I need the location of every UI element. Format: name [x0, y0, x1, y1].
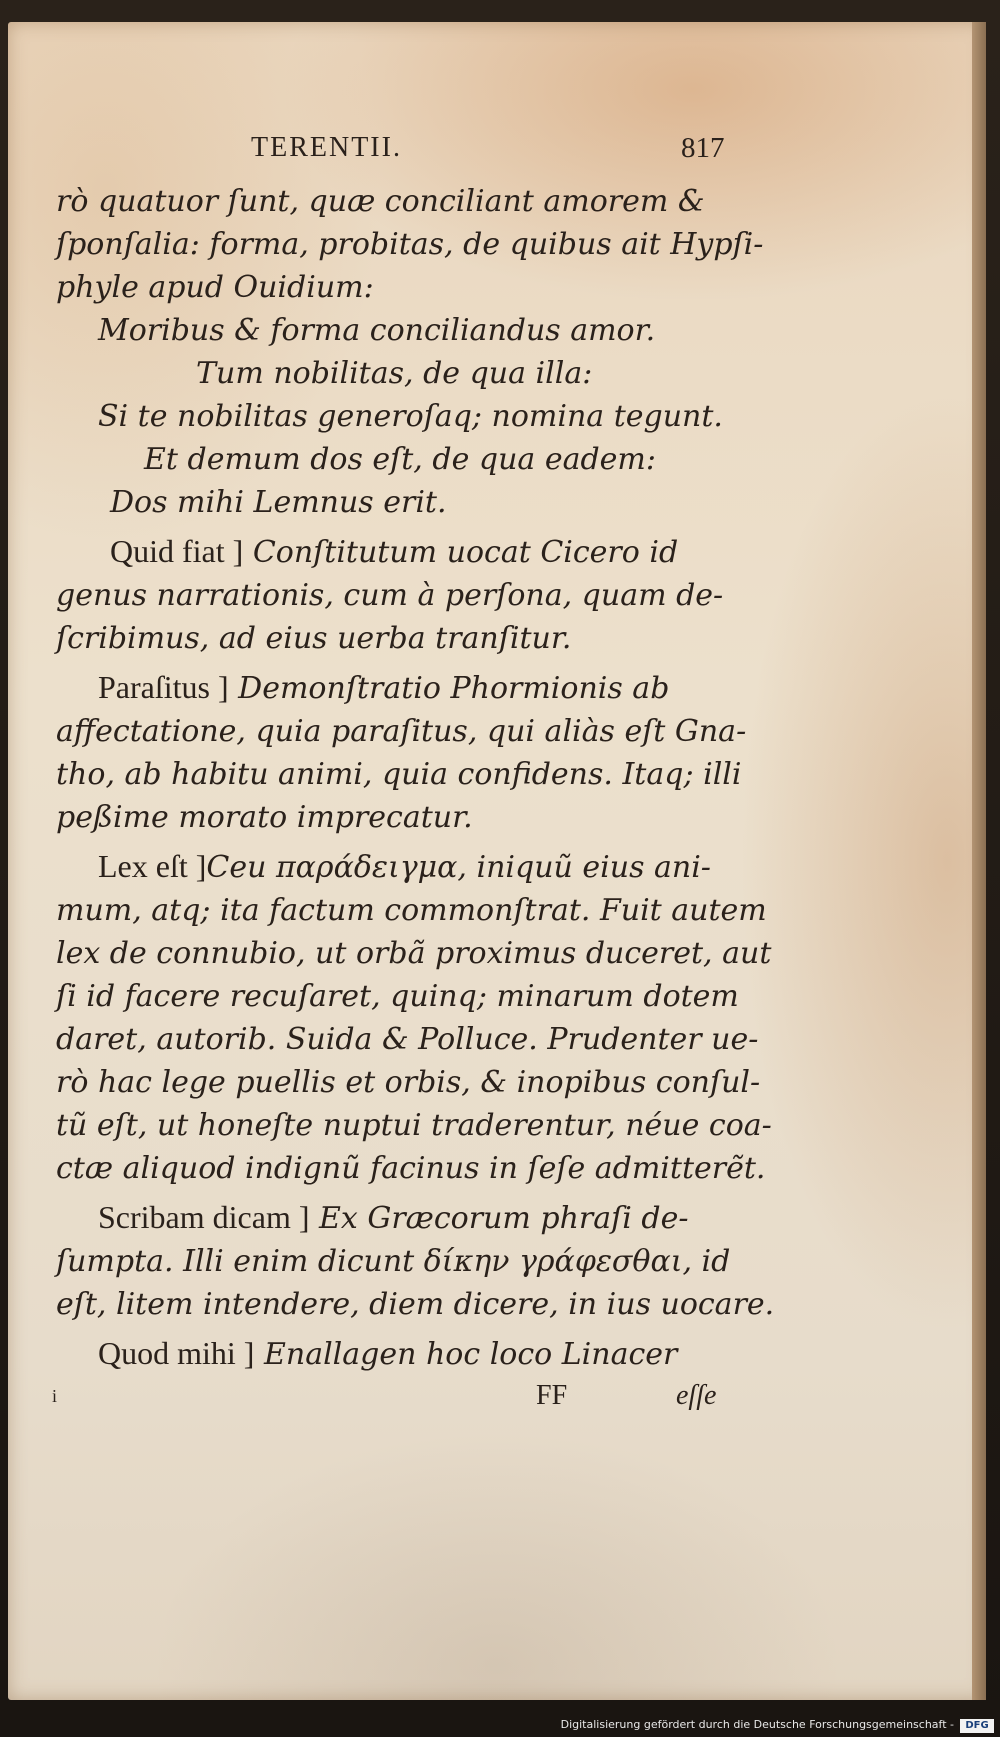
lemma: Paraſitus ] [98, 669, 229, 705]
text-line: tũ eſt, ut honeſte nuptui traderentur, néue coa- [56, 1108, 772, 1143]
lemma: Lex eſt ] [98, 848, 207, 884]
paragraph-text: Enallagen hoc loco Linacer [254, 1337, 678, 1372]
text-line: eſt, litem intendere, diem dicere, in ius uocare. [56, 1287, 775, 1322]
paragraph-first-line [56, 666, 746, 710]
digitization-credit: Digitalisierung gefördert durch die Deutsche Forschungsgemeinschaft - [560, 1718, 954, 1731]
text-line: ſi id facere recuſaret, quinq; minarum dotem [56, 979, 739, 1014]
text-line: daret, autorib. Suida & Polluce. Prudenter ue- [56, 1022, 759, 1057]
verse-line: Dos mihi Lemnus erit. [110, 485, 447, 520]
text-line: lex de connubio, ut orbã proximus duceret, aut [56, 936, 772, 971]
paragraph-text: Conſtitutum uocat Cicero id [243, 535, 679, 570]
text-line: affectatione, quia paraſitus, qui aliàs eſt Gna- [56, 714, 747, 749]
catchword: eſſe [676, 1380, 717, 1411]
paragraph-first-line [56, 530, 746, 574]
paragraph-first-line [56, 1332, 746, 1376]
paragraph-text: Ex Græcorum phraſi de- [309, 1201, 689, 1236]
paragraph-text: Demonſtratio Phormionis ab [228, 671, 670, 706]
verse-line: Si te nobilitas generoſaq; nomina tegunt. [98, 399, 723, 434]
lemma: Quid fiat ] [110, 533, 244, 569]
page-number: 817 [681, 132, 725, 164]
verse-line: Moribus & forma conciliandus amor. [98, 313, 656, 348]
signature-mark: FF [536, 1380, 568, 1411]
paragraph-first-line [56, 1196, 746, 1240]
dfg-logo: DFG [960, 1719, 994, 1733]
text-line: genus narrationis, cum à perſona, quam de- [56, 578, 724, 613]
lemma: Quod mihi ] [98, 1335, 255, 1371]
book-page [8, 22, 986, 1700]
page-edge [972, 22, 986, 1700]
text-block [52, 132, 775, 1424]
paragraph-text: Ceu παράδειγμα, iniquũ eius ani- [206, 850, 711, 885]
paragraph-first-line [56, 845, 746, 889]
text-line: phyle apud Ouidium: [56, 270, 374, 305]
text-line: peßime morato imprecatur. [56, 800, 473, 835]
page-header [56, 132, 746, 180]
text-line: tho, ab habitu animi, quia confidens. Itaq; illi [56, 757, 742, 792]
lemma: Scribam dicam ] [98, 1199, 310, 1235]
text-line: ſumpta. Illi enim dicunt δίκην γράφεσθαι, id [56, 1244, 731, 1279]
page-footer [52, 1380, 746, 1424]
text-line: mum, atq; ita factum commonſtrat. Fuit autem [56, 893, 767, 928]
text-line: rò quatuor ſunt, quæ conciliant amorem & [56, 184, 705, 219]
text-line: ſponſalia: forma, probitas, de quibus ait Hypſi- [56, 227, 764, 262]
text-line: ctæ aliquod indignũ facinus in ſeſe admitterẽt. [56, 1151, 766, 1186]
text-line: Et demum dos eſt, de qua eadem: [144, 442, 656, 477]
text-line: Tum nobilitas, de qua illa: [196, 356, 593, 391]
text-line: rò hac lege puellis et orbis, & inopibus conſul- [56, 1065, 761, 1100]
running-head: TERENTII. [251, 132, 402, 163]
text-line: ſcribimus, ad eius uerba tranſitur. [56, 621, 572, 656]
margin-mark: i [52, 1386, 58, 1406]
